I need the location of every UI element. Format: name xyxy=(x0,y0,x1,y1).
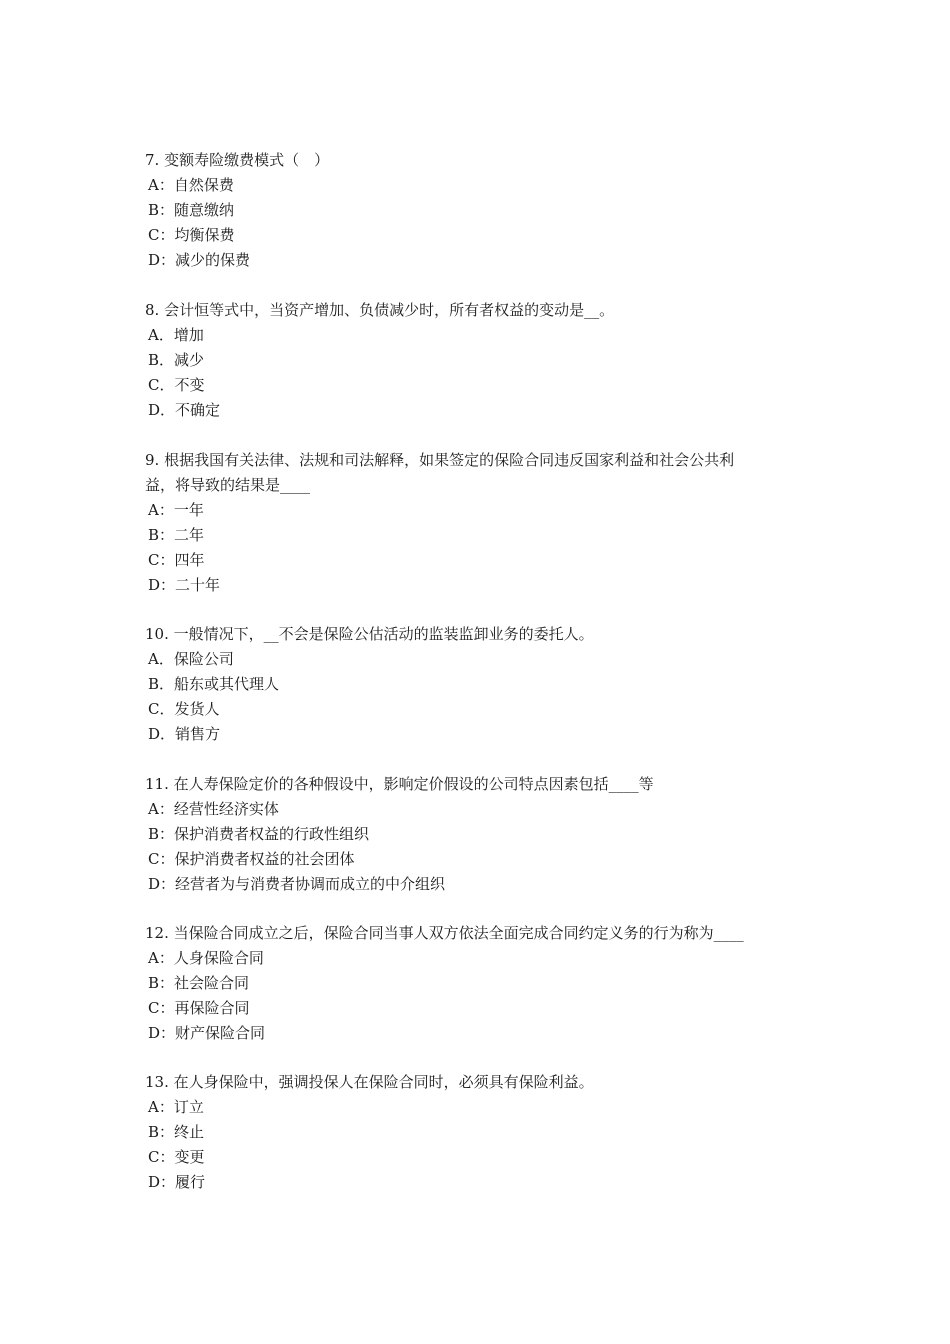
question-10 xyxy=(145,622,815,747)
question-stem: 13. 在人身保险中，强调投保人在保险合同时，必须具有保险利益。 xyxy=(145,1073,594,1091)
question-13 xyxy=(145,1070,815,1195)
option-d: D：履行 xyxy=(148,1173,206,1191)
question-9 xyxy=(145,448,815,598)
question-8 xyxy=(145,298,815,423)
option-b: B：社会险合同 xyxy=(148,974,250,992)
option-d: D．销售方 xyxy=(148,725,221,743)
option-c: C．发货人 xyxy=(148,700,220,718)
option-c: C：保护消费者权益的社会团体 xyxy=(148,850,355,868)
option-b: B．减少 xyxy=(148,351,205,369)
option-b: B：二年 xyxy=(148,526,205,544)
question-stem: 10. 一般情况下，__不会是保险公估活动的监装监卸业务的委托人。 xyxy=(145,625,594,643)
question-stem: 12. 当保险合同成立之后，保险合同当事人双方依法全面完成合同约定义务的行为称为____ xyxy=(145,924,744,942)
option-a: A：订立 xyxy=(148,1098,204,1116)
option-b: B：保护消费者权益的行政性组织 xyxy=(148,825,370,843)
question-stem-line-1: 9. 根据我国有关法律、法规和司法解释，如果签定的保险合同违反国家利益和社会公共利 xyxy=(145,451,735,469)
option-b: B：终止 xyxy=(148,1123,205,1141)
option-a: A：人身保险合同 xyxy=(148,949,264,967)
question-11 xyxy=(145,772,815,897)
question-12 xyxy=(145,921,815,1046)
option-c: C：变更 xyxy=(148,1148,205,1166)
question-stem: 11. 在人寿保险定价的各种假设中，影响定价假设的公司特点因素包括____等 xyxy=(145,775,654,793)
question-7 xyxy=(145,148,815,273)
question-stem: 8. 会计恒等式中，当资产增加、负债减少时，所有者权益的变动是__。 xyxy=(145,301,615,319)
option-c: C．不变 xyxy=(148,376,205,394)
option-a: A：自然保费 xyxy=(148,176,234,194)
option-a: A：一年 xyxy=(148,501,204,519)
option-d: D：经营者为与消费者协调而成立的中介组织 xyxy=(148,875,446,893)
option-b: B．船东或其代理人 xyxy=(148,675,280,693)
option-d: D：减少的保费 xyxy=(148,251,251,269)
option-c: C：再保险合同 xyxy=(148,999,250,1017)
option-a: A．增加 xyxy=(148,326,204,344)
question-stem-line-2: 益，将导致的结果是____ xyxy=(145,476,311,494)
option-a: A：经营性经济实体 xyxy=(148,800,279,818)
option-d: D．不确定 xyxy=(148,401,221,419)
option-d: D：财产保险合同 xyxy=(148,1024,266,1042)
option-c: C：均衡保费 xyxy=(148,226,235,244)
option-a: A．保险公司 xyxy=(148,650,234,668)
question-stem: 7. 变额寿险缴费模式（ ） xyxy=(145,151,330,169)
option-d: D：二十年 xyxy=(148,576,221,594)
option-b: B：随意缴纳 xyxy=(148,201,235,219)
option-c: C：四年 xyxy=(148,551,205,569)
